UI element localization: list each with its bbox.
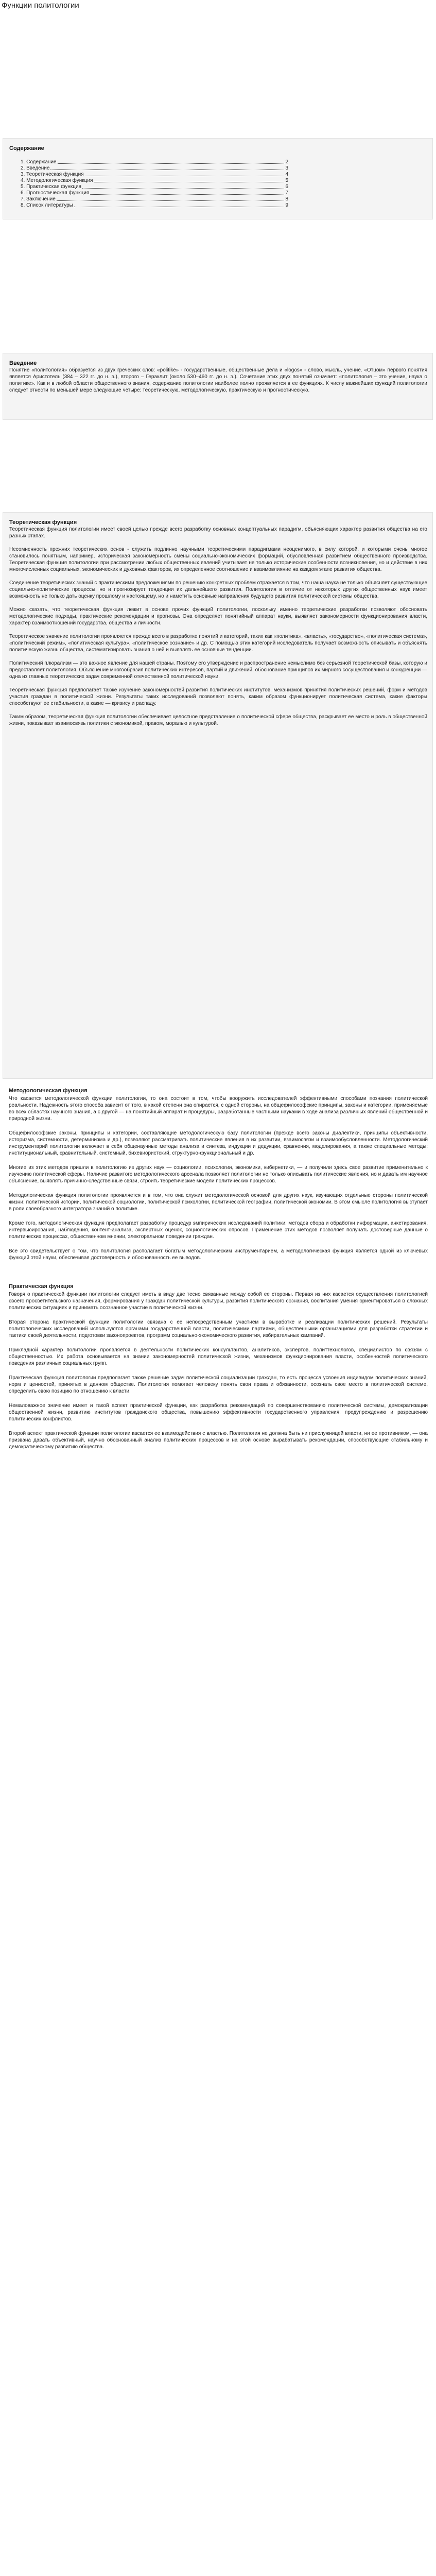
toc-leader — [74, 202, 285, 207]
theory-section — [3, 512, 433, 1079]
toc-item-label: 8. Список литературы — [21, 202, 73, 208]
toc-item-label: 2. Введение — [21, 165, 50, 171]
practical-paragraph: Немаловажное значение имеет и такой аспект практической функции, как разработка рекомендаций по совершенствованию политической системы, демократизации общественной жизни, развитию институтов гражданского общества, повышению эффективности государственного управления, предупреждению и разрешению политических конфликтов. — [9, 1403, 428, 1422]
toc-heading: Содержание — [9, 145, 44, 151]
toc-leader — [50, 165, 284, 170]
toc-item-label: 1. Содержание — [21, 159, 57, 165]
document-title: Функции политологии — [2, 1, 79, 10]
methodology-paragraph: Все это свидетельствует о том, что политология располагает богатым методологическим инструментарием, а методологическая функция является одной из ключевых функций этой науки, обеспечивая достоверность и обоснованность ее выводов. — [9, 1248, 428, 1261]
theory-paragraph: Можно сказать, что теоретическая функция лежит в основе прочих функций политологии, поскольку именно теоретические разработки позволяют обосновать методологические подходы, практические рекомендации и прогнозы. Она определяет понятийный аппарат науки, выявляет закономерности функционирования власти, характер взаимоотношений государства, общества и личности. — [9, 607, 427, 626]
intro-paragraph: Понятие «политология» образуется из двух греческих слов: «politike» - государственные, общественные дела и «logos» - слово, мысль, учение. «Отцом» первого понятия является Аристотель (384 – 322 гг. до н. э.), второго – Гераклит (около 530–460 гг. до н. э.). Сочетание этих двух понятий означает: «политология – это учение, наука о политике». Как и в любой области общественного знания, содержание политологии наиболее полно проявляется в ее функциях. К числу важнейших функций политологии следует отнести по меньшей мере следующие четыре: теоретическую, методологическую, практическую и прогностическую. — [9, 367, 427, 393]
theory-paragraph: Политический плюрализм — это важное явление для нашей страны. Поэтому его утверждение и распространение немыслимо без серьезной теоретической базы, которую и предоставляет политология. Объяснение многообразия политических интересов, партий и движений, обоснование принципов их мирного сосуществования и конкуренции — одна из главных теоретических задач современной отечественной политической науки. — [9, 660, 427, 680]
toc-item-page: 3 — [285, 165, 288, 171]
toc-leader — [94, 178, 284, 182]
toc-item[interactable] — [21, 172, 288, 178]
toc-item[interactable] — [21, 190, 288, 196]
toc-leader — [82, 184, 284, 189]
toc-item-page: 9 — [285, 202, 288, 208]
toc-leader — [57, 196, 285, 201]
practical-paragraph: Практическая функция политологии предполагает также решение задач политической социализации граждан, то есть процесса усвоения индивидом политических знаний, норм и ценностей, принятых в данном обществе. Политология помогает человеку понять свои права и обязанности, осознать свое место в политической системе, определить свою позицию по отношению к власти. — [9, 1375, 428, 1394]
intro-section — [3, 353, 433, 420]
toc-item-label: 3. Теоретическая функция — [21, 172, 84, 177]
toc-item[interactable] — [21, 184, 288, 190]
toc-leader — [85, 172, 285, 176]
theory-heading: Теоретическая функция — [9, 519, 77, 526]
theory-paragraph: Соединение теоретических знаний с практическими предложениями по решению конкретных проблем отражается в том, что наша наука не только объясняет существующие социально-политические процессы, но и прогнозирует тенденции их дальнейшего развития. Политология в отличие от некоторых других общественных наук имеет возможность не только дать оценку прошлому и настоящему, но и наметить основные направления будущего развития политической системы общества. — [9, 580, 427, 599]
toc-item[interactable] — [21, 196, 288, 202]
toc-item[interactable] — [21, 202, 288, 209]
toc-item-page: 7 — [285, 190, 288, 196]
methodology-paragraph: Кроме того, методологическая функция предполагает разработку процедур эмпирических исследований политики: методов сбора и обработки информации, анкетирования, интервьюирования, наблюдения, контент-анализа, экспертных оценок, социологических опросов. Применение этих методов позволяет получать достоверные данные о политических процессах, общественном мнении, электоральном поведении граждан. — [9, 1221, 428, 1240]
toc-list — [21, 159, 427, 209]
practical-paragraph: Прикладной характер политологии проявляется в деятельности политических консультантов, аналитиков, экспертов, политтехнологов, специалистов по связям с общественностью. Их работа основывается на знании закономерностей политической жизни, механизмов функционирования власти, особенностей политического поведения различных социальных групп. — [9, 1347, 428, 1366]
method-practical-block — [3, 1087, 433, 1963]
theory-paragraph: Теоретическое значение политологии проявляется прежде всего в разработке понятий и категорий, таких как «политика», «власть», «государство», «политическая система», «политический режим», «политическая культура», «политическое сознание» и др. С помощью этих категорий исследователь получает возможность описывать и объяснять политическую жизнь общества, систематизировать знания о ней и выявлять ее основные тенденции. — [9, 634, 427, 653]
toc-item[interactable] — [21, 159, 288, 165]
toc-item-label: 6. Прогностическая функция — [21, 190, 90, 196]
intro-heading: Введение — [9, 360, 37, 366]
toc-item[interactable] — [21, 178, 288, 184]
practical-paragraph: Вторая сторона практической функции политологии связана с ее непосредственным участием в выработке и реализации политических решений. Результаты политологических исследований используются органами государственной власти, политическими партиями, общественными организациями для разработки стратегии и тактики своей деятельности, подготовки законопроектов, программ социально-экономического развития, избирательных кампаний. — [9, 1319, 428, 1338]
theory-paragraph: Теоретическая функция политологии имеет своей целью прежде всего разработку основных концептуальных парадигм, объясняющих характер развития общества на его разных этапах. — [9, 527, 427, 539]
practical-paragraph: Второй аспект практической функции политологии касается ее взаимодействия с властью. Политология не должна быть ни прислужницей власти, ни ее противником, — она призвана давать объективный, научно обоснованный анализ политических процессов и на этой основе вырабатывать рекомендации, способствующие стабильному и демократическому развитию общества. — [9, 1431, 428, 1450]
methodology-paragraph: Многие из этих методов пришли в политологию из других наук — социологии, психологии, экономики, кибернетики, — и получили здесь свое развитие применительно к изучению политической сферы. Наличие развитого методологического арсенала позволяет политологии не только описывать политические явления, но и давать им научное объяснение, выявлять причинно-следственные связи, строить теоретические модели политических процессов. — [9, 1165, 428, 1184]
toc-item-label: 7. Заключение — [21, 196, 56, 202]
methodology-paragraph: Общефилософские законы, принципы и категории, составляющие методологическую базу политологии (прежде всего законы диалектики, принципы объективности, историзма, системности, детерминизма и др.), позволяют рассматривать политические явления в их развитии, взаимосвязи и взаимообусловленности. Методологический инструментарий политологии включает в себя общенаучные методы анализа и синтеза, индукции и дедукции, сравнения, моделирования, а также специальные методы: институциональный, сравнительный, системный, бихевиористский, структурно-функциональный и др. — [9, 1130, 428, 1156]
toc-item-page: 2 — [285, 159, 288, 165]
methodology-paragraph: Методологическая функция политологии проявляется и в том, что она служит методологической основой для других наук, изучающих отдельные стороны политической жизни: политической истории, политической социологии, политической психологии, политической географии, политической экономии. В этом смысле политология выступает в роли своеобразного интегратора знаний о политике. — [9, 1193, 428, 1212]
toc-item-page: 4 — [285, 172, 288, 177]
toc-item-page: 8 — [285, 196, 288, 202]
toc-leader — [90, 190, 284, 195]
practical-paragraph: Говоря о практической функции политологии следует иметь в виду две тесно связанные между собой ее стороны. Первая из них касается осуществления политологией своего просветительского назначения, формирования у граждан политической культуры, развития политического сознания, воспитания умения ориентироваться в сложных политических ситуациях и принимать осознанное участие в политической жизни. — [9, 1292, 428, 1311]
methodology-heading: Методологическая функция — [9, 1088, 88, 1094]
theory-paragraph: Таким образом, теоретическая функция политологии обеспечивает целостное представление о политической сфере общества, раскрывает ее место и роль в общественной жизни, показывает взаимосвязь политики с экономикой, правом, моралью и культурой. — [9, 714, 427, 726]
theory-paragraph: Теоретическая функция предполагает также изучение закономерностей развития политических институтов, механизмов принятия политических решений, форм и методов участия граждан в политической жизни. Результаты таких исследований позволяют понять, каким образом функционирует политическая система, какие факторы способствуют ее стабильности, а какие — кризису и распаду. — [9, 687, 427, 706]
practical-heading: Практическая функция — [9, 1283, 74, 1290]
toc-item-page: 6 — [285, 184, 288, 190]
toc-item[interactable] — [21, 165, 288, 172]
toc-leader — [58, 159, 285, 164]
theory-paragraph: Несомненность прежних теоретических основ - служить подлинно научными теоретическими парадигмами неоценимого, в силу которой, и которыми очень многое становилось понятным, например, историческая закономерность смены социально-экономических формаций, обусловленная развитием общественного производства. Теоретическая функция политологии при рассмотрении любых общественных явлений учитывает не только исторические особенности возникновения, но и действие в них многочисленных социальных, экономических и духовных факторов, их определенное соотношение и взаимовлияние на каждом этапе развития общества. — [9, 547, 427, 572]
toc-item-label: 5. Практическая функция — [21, 184, 81, 190]
toc-section — [3, 138, 433, 219]
toc-item-page: 5 — [285, 178, 288, 183]
methodology-paragraph: Что касается методологической функции политологии, то она состоит в том, чтобы вооружить исследователей эффективными способами познания политической реальности. Надежность этого способа зависит от того, в какой степени она опирается, с одной стороны, на общефилософские принципы, законы и категории, применяемые во всех областях научного знания, а с другой — на понятийный аппарат и процедуры, разработанные частными науками в ходе анализа различных явлений общественной и природной жизни. — [9, 1096, 428, 1122]
toc-item-label: 4. Методологическая функция — [21, 178, 93, 183]
